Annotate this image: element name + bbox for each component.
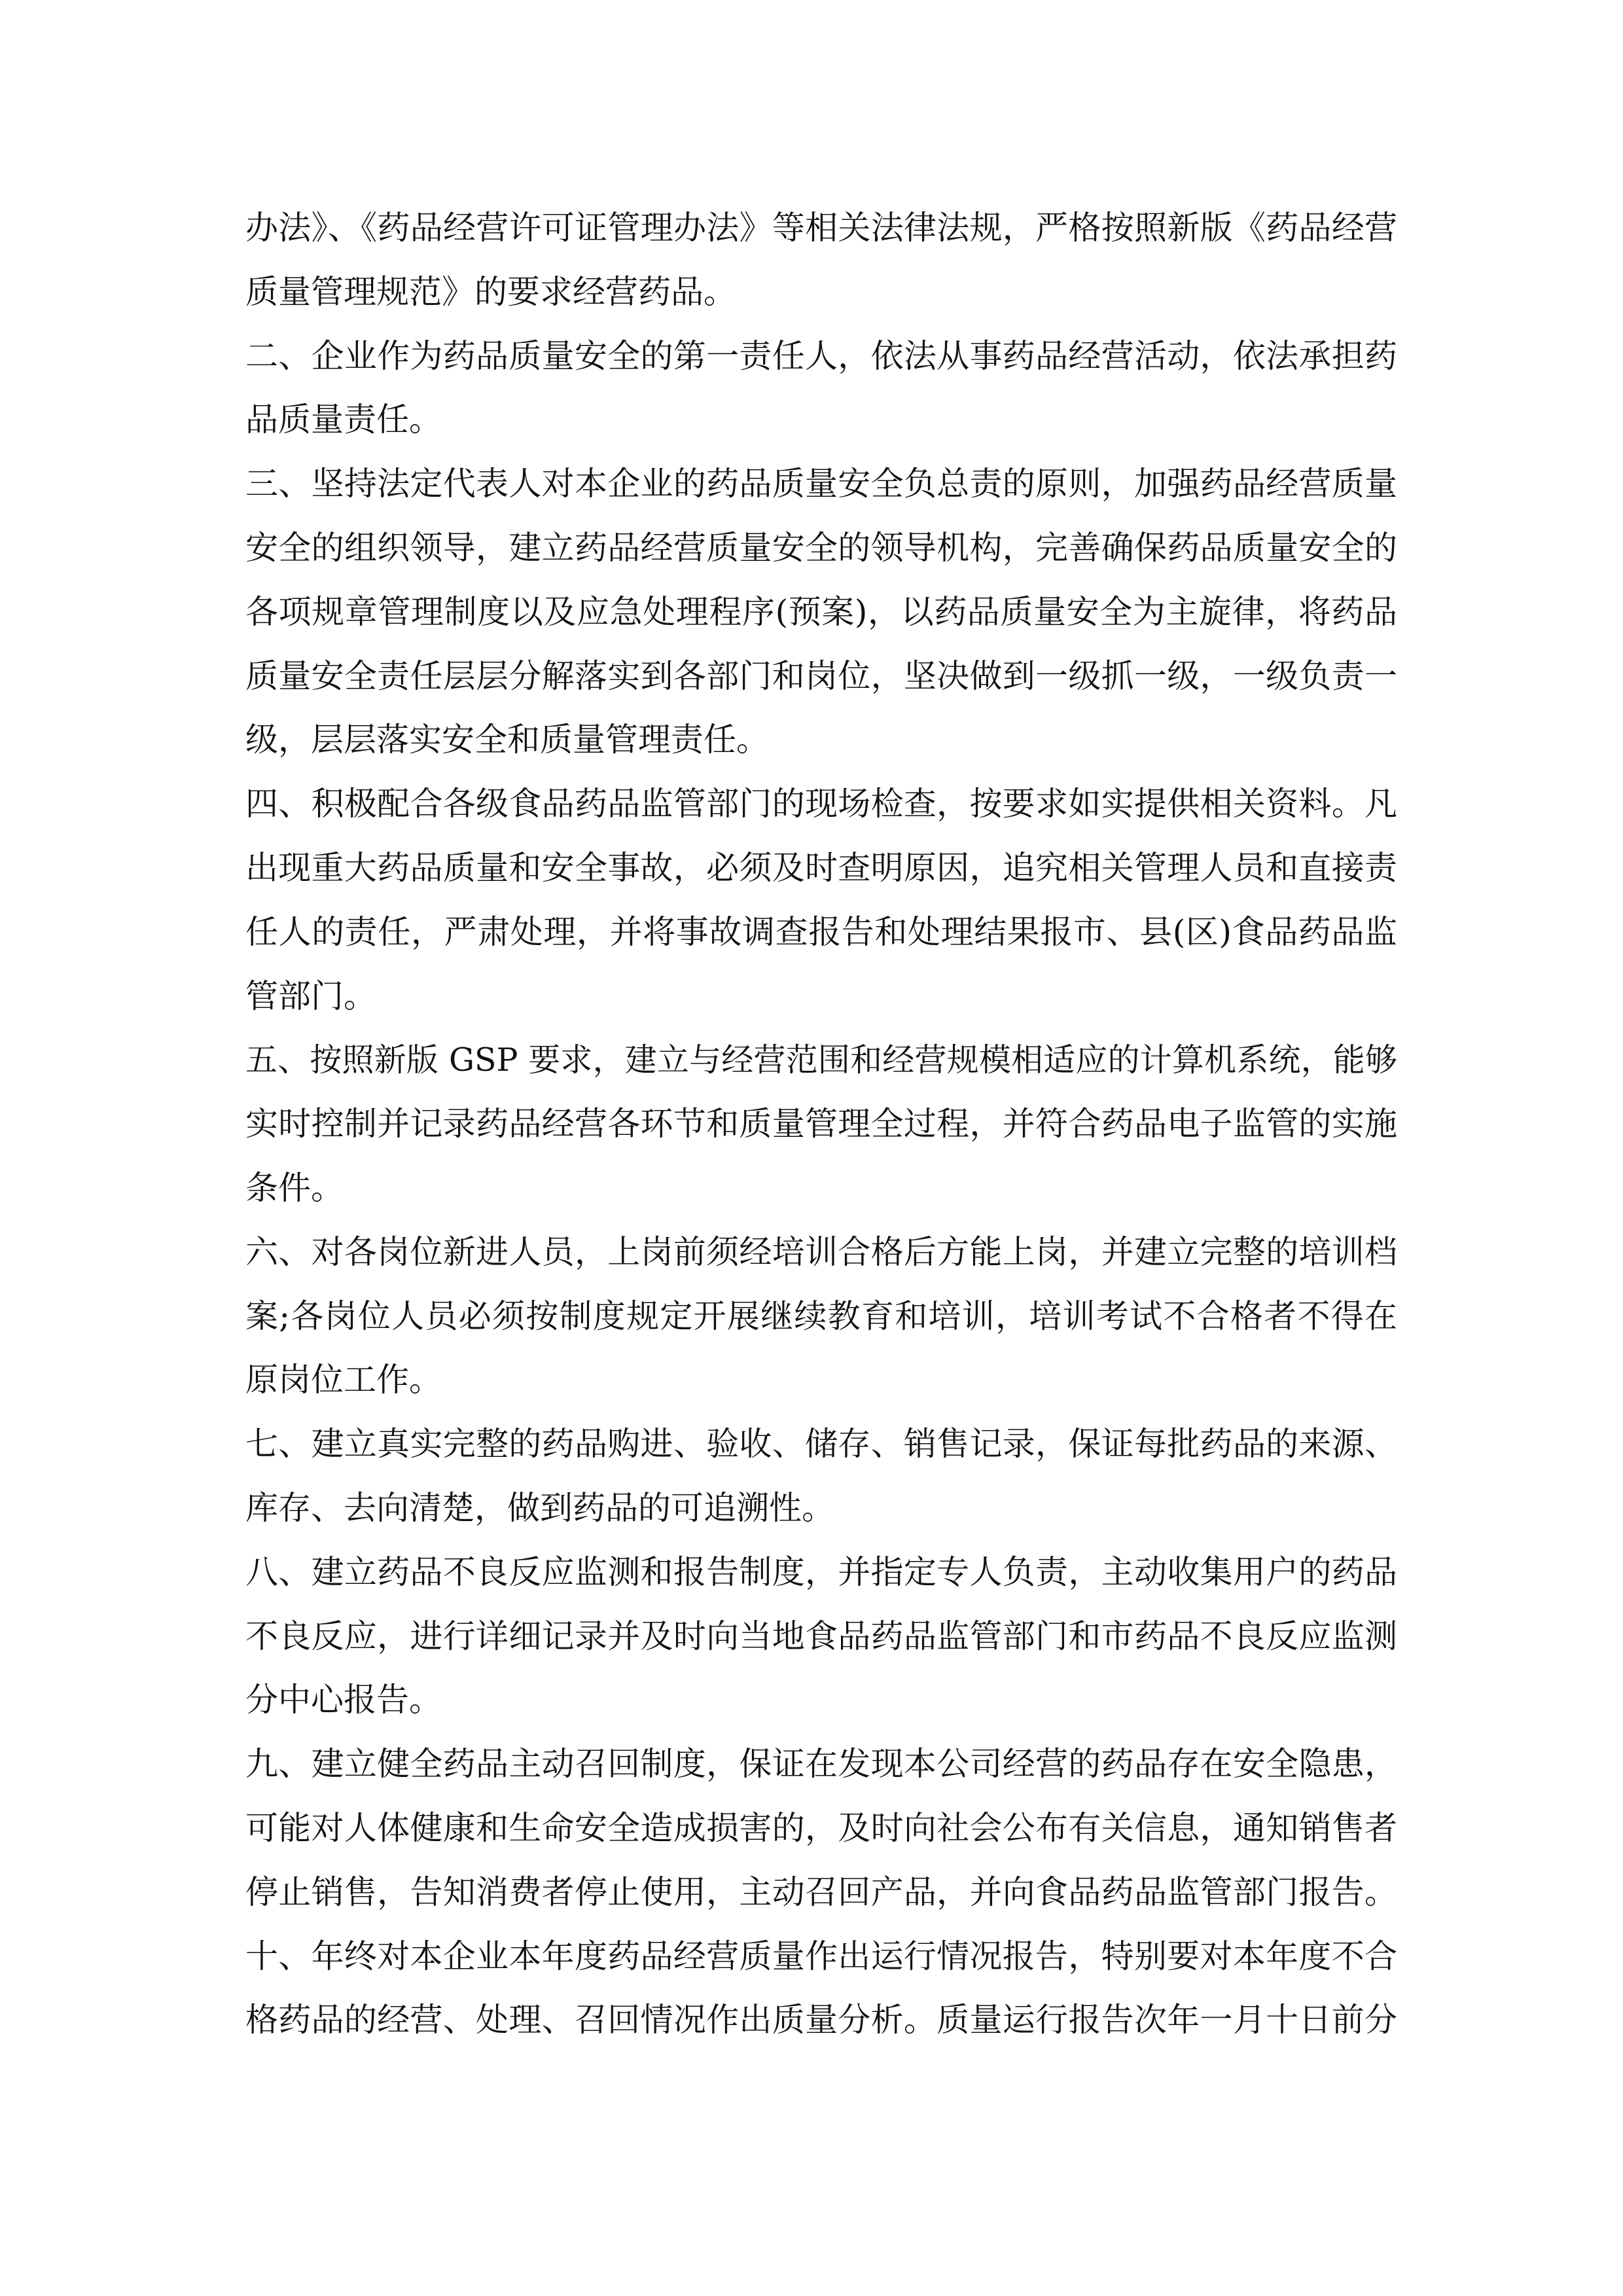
- text-line: 库存、去向清楚，做到药品的可追溯性。: [245, 1488, 834, 1527]
- text-line: 六、对各岗位新进人员，上岗前须经培训合格后方能上岗，并建立完整的培训档: [245, 1232, 1397, 1271]
- text-line: 分中心报告。: [245, 1681, 442, 1719]
- text-line: 质量安全责任层层分解落实到各部门和岗位，坚决做到一级抓一级，一级负责一: [245, 656, 1397, 695]
- text-line: 二、企业作为药品质量安全的第一责任人，依法从事药品经营活动，依法承担药: [245, 336, 1397, 375]
- text-line: 管部门。: [245, 977, 376, 1015]
- text-line: 级，层层落实安全和质量管理责任。: [245, 721, 769, 759]
- text-line: 实时控制并记录药品经营各环节和质量管理全过程，并符合药品电子监管的实施: [245, 1105, 1397, 1143]
- text-line: 五、按照新版 GSP 要求，建立与经营范围和经营规模相适应的计算机系统，能够: [245, 1041, 1397, 1079]
- text-line: 九、建立健全药品主动召回制度，保证在发现本公司经营的药品存在安全隐患，: [245, 1745, 1397, 1784]
- text-line: 条件。: [245, 1168, 344, 1207]
- text-line: 案;各岗位人员必须按制度规定开展继续教育和培训，培训考试不合格者不得在: [245, 1297, 1397, 1335]
- text-line: 出现重大药品质量和安全事故，必须及时查明原因，追究相关管理人员和直接责: [245, 848, 1397, 887]
- text-line: 八、建立药品不良反应监测和报告制度，并指定专人负责，主动收集用户的药品: [245, 1552, 1397, 1591]
- text-line: 办法》、《药品经营许可证管理办法》等相关法律法规，严格按照新版《药品经营: [245, 209, 1397, 247]
- text-line: 停止销售，告知消费者停止使用，主动召回产品，并向食品药品监管部门报告。: [245, 1873, 1397, 1911]
- text-line: 七、建立真实完整的药品购进、验收、储存、销售记录，保证每批药品的来源、: [245, 1425, 1397, 1463]
- text-line: 三、坚持法定代表人对本企业的药品质量安全负总责的原则，加强药品经营质量: [245, 465, 1397, 503]
- text-line: 不良反应，进行详细记录并及时向当地食品药品监管部门和市药品不良反应监测: [245, 1617, 1397, 1655]
- text-line: 品质量责任。: [245, 401, 442, 439]
- text-line: 质量管理规范》的要求经营药品。: [245, 272, 736, 311]
- text-line: 任人的责任，严肃处理，并将事故调查报告和处理结果报市、县(区)食品药品监: [245, 912, 1397, 951]
- text-line: 格药品的经营、处理、召回情况作出质量分析。质量运行报告次年一月十日前分: [245, 2001, 1397, 2039]
- text-line: 可能对人体健康和生命安全造成损害的，及时向社会公布有关信息，通知销售者: [245, 1808, 1397, 1847]
- text-line: 十、年终对本企业本年度药品经营质量作出运行情况报告，特别要对本年度不合: [245, 1937, 1397, 1975]
- document-body: [245, 196, 1397, 2053]
- text-line: 安全的组织领导，建立药品经营质量安全的领导机构，完善确保药品质量安全的: [245, 528, 1397, 567]
- text-line: 四、积极配合各级食品药品监管部门的现场检查，按要求如实提供相关资料。凡: [245, 785, 1397, 823]
- text-line: 各项规章管理制度以及应急处理程序(预案)，以药品质量安全为主旋律，将药品: [245, 592, 1397, 631]
- text-line: 原岗位工作。: [245, 1361, 442, 1399]
